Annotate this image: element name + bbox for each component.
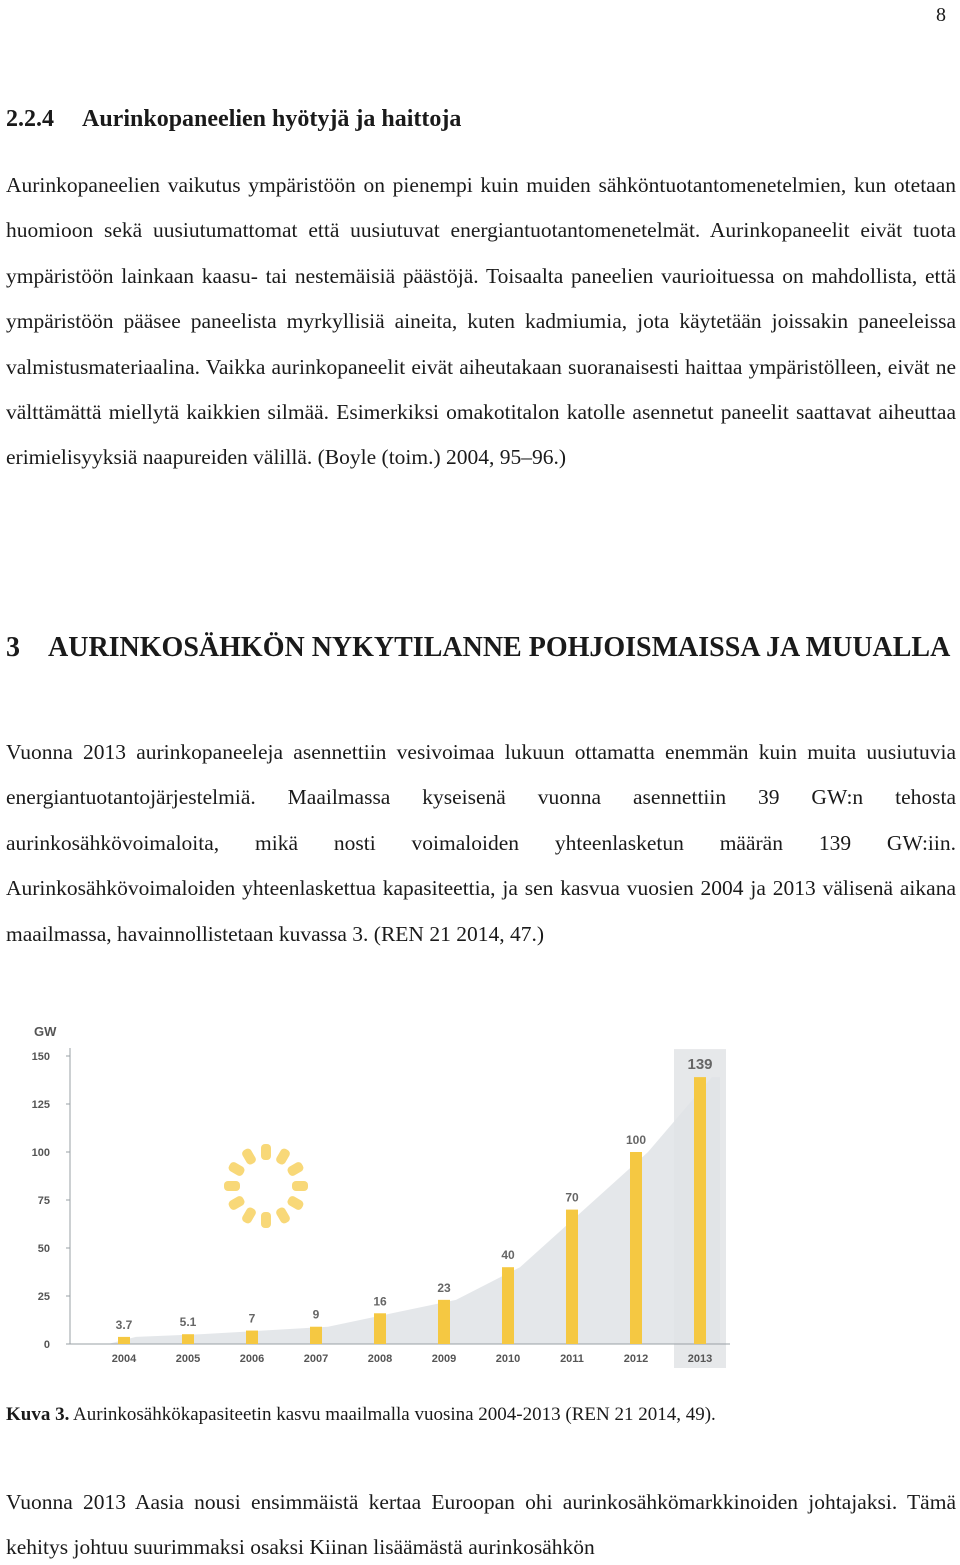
y-tick-label: 50 bbox=[37, 1243, 50, 1255]
data-label: 70 bbox=[565, 1190, 579, 1205]
sun-icon bbox=[275, 1147, 292, 1166]
figure-caption bbox=[6, 1404, 716, 1426]
sun-icon bbox=[241, 1147, 258, 1166]
bar bbox=[246, 1331, 258, 1344]
bar bbox=[374, 1313, 386, 1344]
data-label: 139 bbox=[687, 1056, 713, 1074]
body-paragraph: Aurinkopaneelien vaikutus ympäristöön on pienempi kuin muiden sähköntuotantomenetelmien, kun otetaan huomioon sekä uusiutumattomat että uusiutuvat energiantuotantomenetelmät. Aurinkopaneelit eivät tuota ympäristöön lainkaan kaasu- tai nestemäisiä päästöjä. Toisaalta paneelien vaurioituessa on mahdollista, että ympäristöön pääsee paneelista myrkyllisiä aineita, kuten kadmiumia, jota käytetään joissakin paneeleissa valmistusmateriaalina. Vaikka aurinkopaneelit eivät aiheutakaan suoranaisesti haittaa ympäristölleen, eivät ne välttämättä miellytä kaikkien silmää. Esimerkiksi omakotitalon katolle asennetut paneelit saattavat aiheuttaa erimielisyyksiä naapureiden välillä. (Boyle (toim.) 2004, 95–96.) bbox=[6, 173, 956, 470]
x-tick-label: 2009 bbox=[431, 1353, 457, 1365]
sun-icon bbox=[261, 1212, 271, 1228]
chapter-title: AURINKOSÄHKÖN NYKYTILANNE POHJOISMAISSA JA MUUALLA bbox=[48, 632, 951, 663]
x-tick-label: 2012 bbox=[623, 1353, 649, 1365]
data-label: 23 bbox=[437, 1280, 451, 1295]
data-label: 40 bbox=[501, 1248, 515, 1263]
sun-icon bbox=[227, 1195, 246, 1212]
body-paragraph: Vuonna 2013 aurinkopaneeleja asennettiin vesivoimaa lukuun ottamatta enemmän kuin muita uusiutuvia energiantuotantojärjestelmiä. Maailmassa kyseisenä vuonna asennettiin 39 GW:n tehosta aurinkosähkövoimaloita, mikä nosti voimaloiden yhteenlasketun määrän 139 GW:iin. Aurinkosähkövoimaloiden yhteenlaskettua kapasiteettia, ja sen kasvua vuosien 2004 ja 2013 välisenä aikana maailmassa, havainnollistetaan kuvassa 3. (REN 21 2014, 47.) bbox=[6, 740, 956, 946]
x-tick-label: 2007 bbox=[303, 1353, 329, 1365]
data-label: 100 bbox=[625, 1133, 647, 1147]
x-tick-label: 2013 bbox=[687, 1353, 713, 1365]
data-label: 5.1 bbox=[179, 1315, 197, 1330]
x-tick-label: 2005 bbox=[175, 1353, 201, 1365]
caption-label: Kuva 3. bbox=[6, 1404, 70, 1425]
bar bbox=[118, 1337, 130, 1344]
sun-icon bbox=[275, 1206, 292, 1225]
bar bbox=[438, 1300, 450, 1344]
sun-icon bbox=[292, 1181, 308, 1191]
bar bbox=[694, 1077, 706, 1344]
sun-icon bbox=[224, 1181, 240, 1191]
y-tick-label: 125 bbox=[31, 1099, 50, 1111]
sun-icon bbox=[286, 1161, 305, 1178]
caption-text: Aurinkosähkökapasiteetin kasvu maailmalla vuosina 2004-2013 (REN 21 2014, 49). bbox=[69, 1404, 716, 1425]
y-tick-label: 150 bbox=[31, 1051, 50, 1063]
sun-icon bbox=[286, 1195, 305, 1212]
y-tick-label: 25 bbox=[37, 1291, 50, 1303]
data-label: 16 bbox=[373, 1294, 387, 1309]
x-tick-label: 2006 bbox=[239, 1353, 265, 1365]
capacity-chart bbox=[28, 1018, 748, 1373]
sun-icon bbox=[241, 1206, 258, 1225]
chapter-heading-3 bbox=[6, 628, 956, 668]
data-label: 3.7 bbox=[115, 1317, 133, 1332]
bar bbox=[566, 1210, 578, 1344]
bar bbox=[502, 1267, 514, 1344]
y-tick-label: 0 bbox=[43, 1339, 50, 1351]
bar bbox=[182, 1334, 194, 1344]
x-tick-label: 2004 bbox=[111, 1353, 137, 1365]
y-tick-label: 100 bbox=[31, 1147, 50, 1159]
section-heading-2-2-4 bbox=[6, 106, 461, 133]
x-tick-label: 2008 bbox=[367, 1353, 393, 1365]
page-number: 8 bbox=[936, 4, 946, 26]
chapter-number: 3 bbox=[6, 632, 20, 663]
bar bbox=[630, 1152, 642, 1344]
section-title: Aurinkopaneelien hyötyjä ja haittoja bbox=[82, 106, 462, 132]
sun-icon bbox=[261, 1144, 271, 1160]
data-label: 9 bbox=[312, 1307, 320, 1322]
data-label: 7 bbox=[248, 1311, 256, 1326]
y-tick-label: 75 bbox=[37, 1195, 50, 1207]
x-tick-label: 2010 bbox=[495, 1353, 521, 1365]
section-number: 2.2.4 bbox=[6, 106, 54, 132]
y-axis-label: GW bbox=[34, 1024, 57, 1039]
x-tick-label: 2011 bbox=[560, 1353, 584, 1365]
bar bbox=[310, 1327, 322, 1344]
chart-canvas bbox=[28, 1018, 748, 1373]
body-paragraph: Vuonna 2013 Aasia nousi ensimmäistä kertaa Euroopan ohi aurinkosähkömarkkinoiden johtajaksi. Tämä kehitys johtuu suurimmaksi osaksi Kiinan lisäämästä aurinkosähkön bbox=[6, 1490, 956, 1560]
growth-area bbox=[108, 1077, 720, 1344]
sun-icon bbox=[227, 1161, 246, 1178]
